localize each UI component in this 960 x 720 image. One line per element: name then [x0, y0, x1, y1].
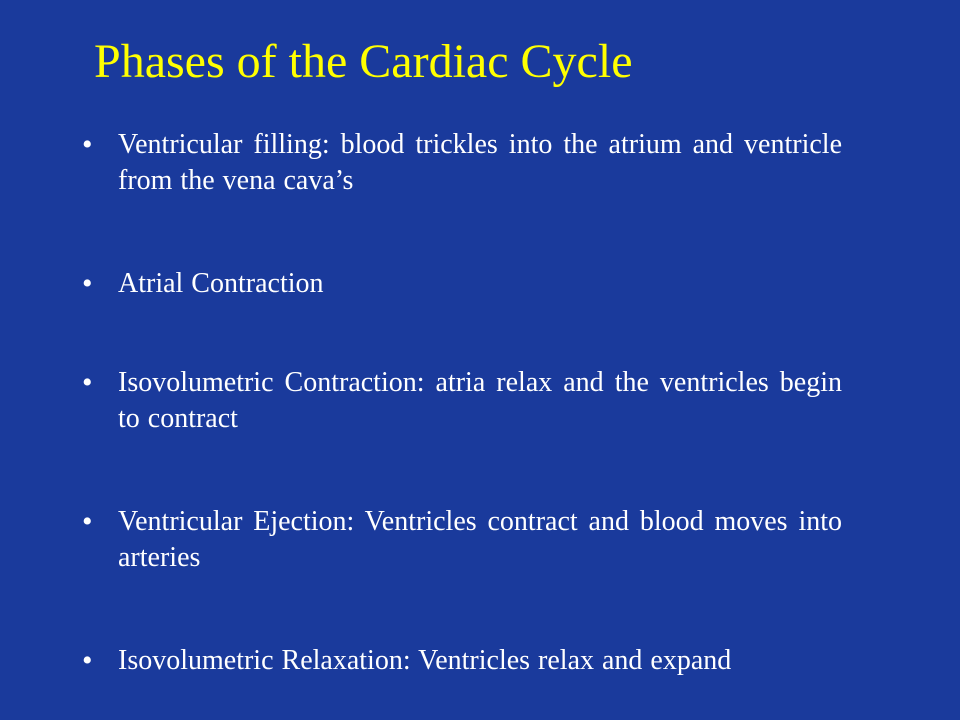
- bullet-text: Atrial Contraction: [118, 268, 324, 299]
- bullet-item-ventricular-filling: [82, 127, 842, 199]
- slide-title: Phases of the Cardiac Cycle: [94, 35, 633, 88]
- bullet-item-atrial-contraction: [82, 266, 842, 302]
- bullet-text: Ventricular filling: blood trickles into the atrium and ventricle from the vena cava’s: [118, 129, 842, 196]
- bullet-text: Ventricular Ejection: Ventricles contract and blood moves into arteries: [118, 506, 842, 573]
- bullet-icon: •: [82, 128, 93, 161]
- bullet-icon: •: [82, 366, 93, 399]
- bullet-text: Isovolumetric Contraction: atria relax and the ventricles begin to contract: [118, 367, 842, 434]
- bullet-item-isovolumetric-relaxation: [82, 643, 842, 679]
- bullet-item-ventricular-ejection: [82, 504, 842, 576]
- bullet-text: Isovolumetric Relaxation: Ventricles relax and expand: [118, 645, 732, 676]
- bullet-icon: •: [82, 505, 93, 538]
- bullet-item-isovolumetric-contraction: [82, 365, 842, 437]
- bullet-icon: •: [82, 644, 93, 677]
- bullet-icon: •: [82, 267, 93, 300]
